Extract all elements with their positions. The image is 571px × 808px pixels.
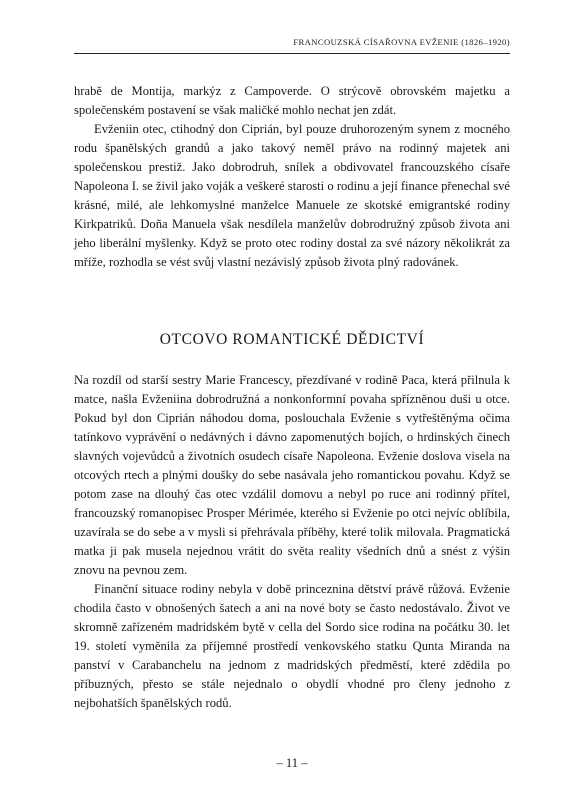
- paragraph-finances: Finanční situace rodiny nebyla v době princeznina dětství právě růžová. Evženie chodila často v obnošených šatech a ani na nové boty se často nedostávalo. Život ve skromně zařízeném madridském bytě v cella del Sordo sice rodina na počátku 30. let 19. století vyměnila za příjemné prostředí venkovského statku Qunta Miranda na panství v Carabanchelu na jednom z madridských předměstí, které zdědila po příbuzných, přesto se stále nejednalo o obydlí vhodné pro členy jednoho z nejbohatších španělských rodů.: [74, 582, 510, 710]
- header-rule: [74, 53, 510, 54]
- body-text-top: [74, 82, 510, 272]
- paragraph-continuation: hrabě de Montija, markýz z Campoverde. O strýcově obrovském majetku a společenském postavení se však maličké mohlo nechat jen zdát.: [74, 84, 510, 117]
- paragraph-sister: Na rozdíl od starší sestry Marie Francescy, přezdívané v rodině Paca, která přilnula k matce, našla Evženiina dobrodružná a nonkonformní povaha spřízněnou duši u otce. Pokud byl don Ciprián náhodou doma, poslouchala Evženie s vytřeštěnýma očima tatínkovo vyprávění o nedávných i dávno zapomenutých bojích, o hrdinských činech slavných vojevůdců a životních osudech císaře Napoleona. Evženie doslova visela na otcových rtech a plnými doušky do sebe nasávala jeho romantickou povahu. Když se potom zase na dlouhý čas otec vzdálil domovu a nebyl po ruce ani rodinný přítel, francouzský romanopisec Prosper Mérimée, kterého si Evženie po otci nejvíc oblíbila, uzavírala se do sebe a v mysli si přehrávala příběhy, které tolik milovala. Pragmatická matka ji pak musela nejednou vrátit do světa reality všedních dnů a snést z výšin znovu na pevnou zem.: [74, 373, 510, 577]
- page-number: – 11 –: [276, 756, 308, 770]
- paragraph-father: Evženiin otec, ctihodný don Ciprián, byl pouze druhorozeným synem z mocného rodu španělských grandů a jako takový neměl právo na rodinný majetek ani společenskou prestiž. Jako dobrodruh, snílek a obdivovatel francouzského císaře Napoleona I. se živil jako voják a veškeré starosti o rodinu a její finance přenechal své krásné, milé, ale lehkomyslné manželce Manuele ze skotské emigrantské rodiny Kirkpatriků. Doña Manuela však nesdílela manželův dobrodružný způsob života ani jeho liberální myšlenky. Když se proto otec rodiny dostal za své názory několikrát za mříže, rozhodla se vést svůj vlastní nezávislý způsob života plný radovánek.: [74, 122, 510, 269]
- running-head: FRANCOUZSKÁ CÍSAŘOVNA EVŽENIE (1826–1920): [293, 37, 510, 47]
- body-text-section: [74, 371, 510, 713]
- section-heading: OTCOVO ROMANTICKÉ DĚDICTVÍ: [159, 331, 425, 348]
